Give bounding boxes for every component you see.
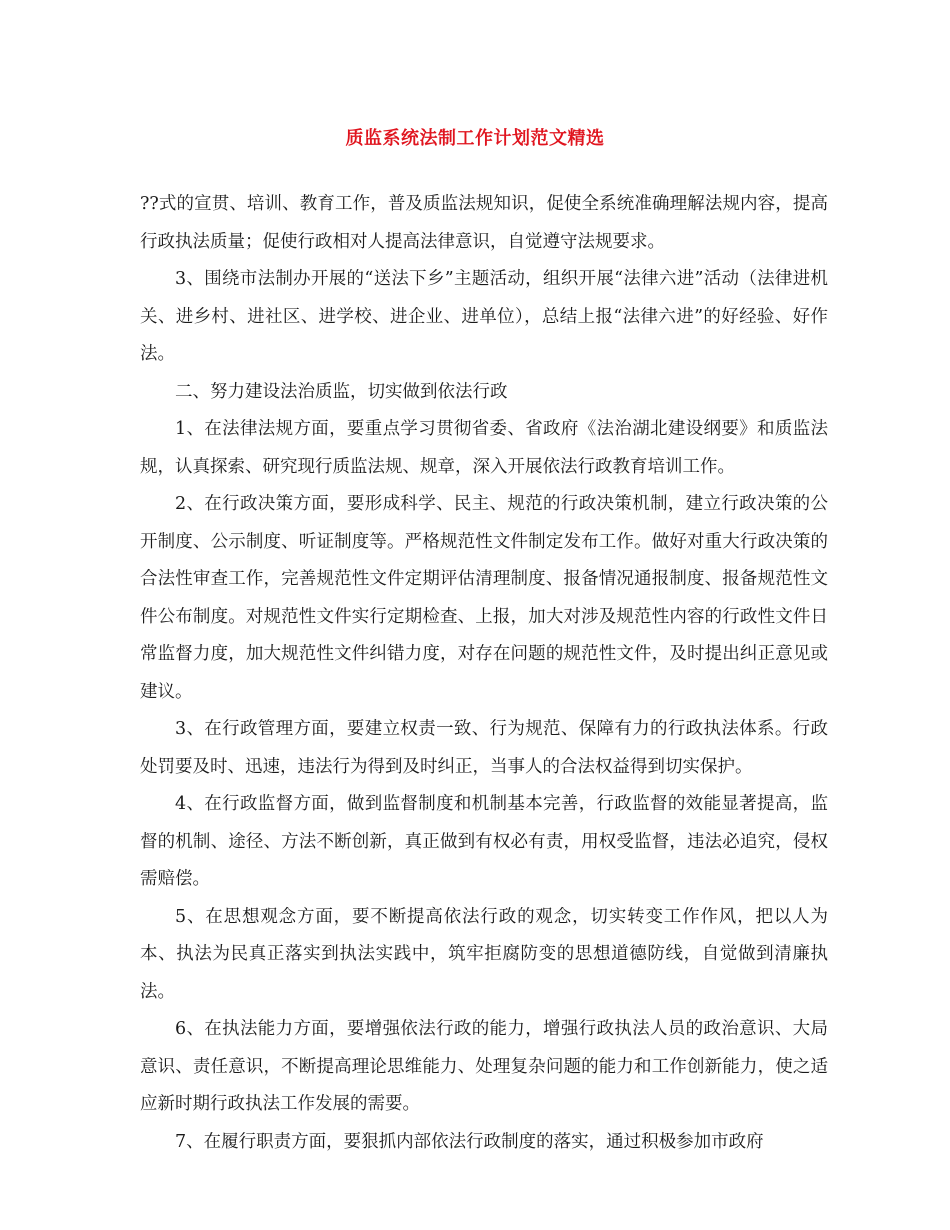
paragraph-1: 3、围绕市法制办开展的“送法下乡”主题活动，组织开展“法律六进”活动（法律进机关、进乡村、进社区、进学校、进企业、进单位），总结上报“法律六进”的好经验、好作法。 xyxy=(140,269,828,364)
paragraph-6: 4、在行政监督方面，做到监督制度和机制基本完善，行政监督的效能显著提高，监督的机制、途径、方法不断创新，真正做到有权必有责，用权受监督，违法必追究，侵权需赔偿。 xyxy=(140,794,828,889)
paragraph-8: 6、在执法能力方面，要增强依法行政的能力，增强行政执法人员的政治意识、大局意识、责任意识，不断提高理论思维能力、处理复杂问题的能力和工作创新能力，使之适应新时期行政执法工作发展的需要。 xyxy=(140,1019,828,1114)
section-heading-2: 二、努力建设法治质监，切实做到依法行政 xyxy=(175,381,508,402)
paragraph-4: 2、在行政决策方面，要形成科学、民主、规范的行政决策机制，建立行政决策的公开制度、公示制度、听证制度等。严格规范性文件制定发布工作。做好对重大行政决策的合法性审查工作，完善规范性文件定期评估清理制度、报备情况通报制度、报备规范性文件公布制度。对规范性文件实行定期检查、上报，加大对涉及规范性内容的行政性文件日常监督力度，加大规范性文件纠错力度，对存在问题的规范性文件，及时提出纠正意见或建议。 xyxy=(140,494,828,702)
paragraph-9: 7、在履行职责方面，要狠抓内部依法行政制度的落实，通过积极参加市政府 xyxy=(175,1131,764,1152)
paragraph-5: 3、在行政管理方面，要建立权责一致、行为规范、保障有力的行政执法体系。行政处罚要及时、迅速，违法行为得到及时纠正，当事人的合法权益得到切实保护。 xyxy=(140,719,828,777)
paragraph-7: 5、在思想观念方面，要不断提高依法行政的观念，切实转变工作作风，把以人为本、执法为民真正落实到执法实践中，筑牢拒腐防变的思想道德防线，自觉做到清廉执法。 xyxy=(140,906,828,1002)
document-title: 质监系统法制工作计划范文精选 xyxy=(345,128,605,149)
paragraph-3: 1、在法律法规方面，要重点学习贯彻省委、省政府《法治湖北建设纲要》和质监法规，认真探索、研究现行质监法规、规章，深入开展依法行政教育培训工作。 xyxy=(140,419,828,477)
document-body xyxy=(140,186,828,1161)
paragraph-0: ??式的宣贯、培训、教育工作，普及质监法规知识，促使全系统准确理解法规内容，提高行政执法质量；促使行政相对人提高法律意识，自觉遵守法规要求。 xyxy=(140,194,828,252)
